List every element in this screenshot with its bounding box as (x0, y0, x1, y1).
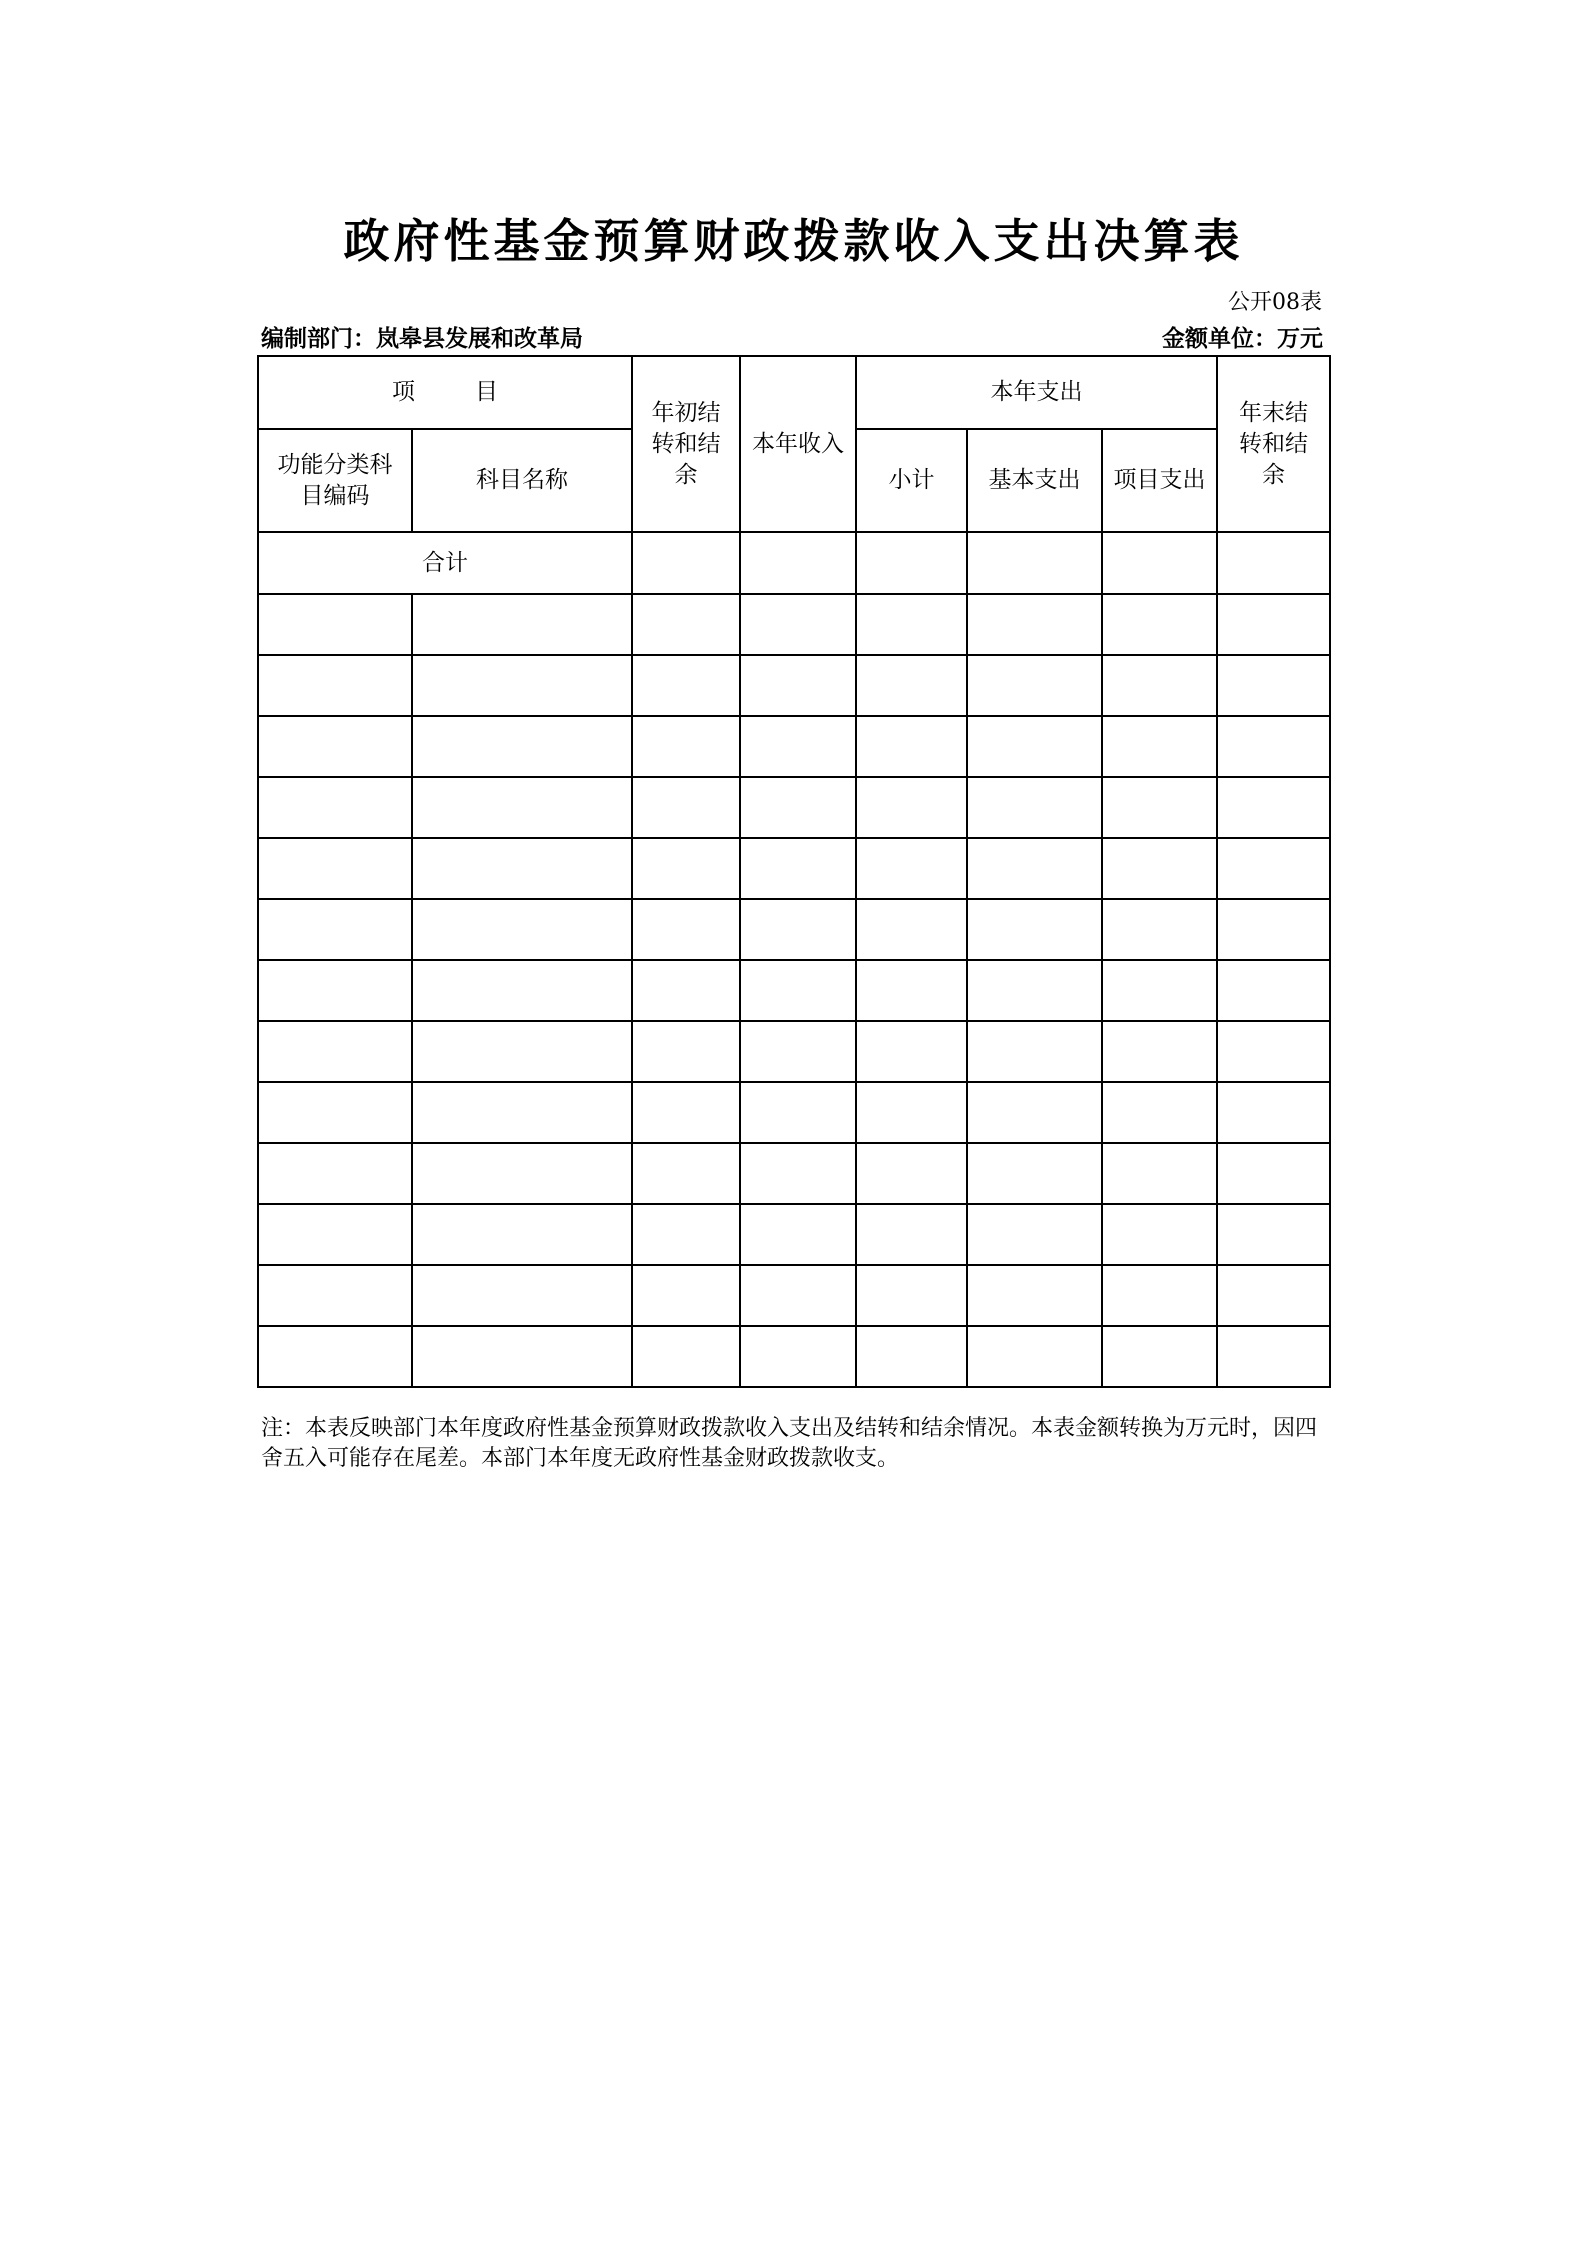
table-cell (1217, 594, 1330, 655)
table-cell (1217, 960, 1330, 1021)
table-cell (856, 1326, 967, 1387)
table-cell (412, 838, 632, 899)
table-cell (1217, 1265, 1330, 1326)
amount-unit-label: 金额单位：万元 (1162, 325, 1323, 352)
table-cell (412, 655, 632, 716)
table-row (258, 1265, 1330, 1326)
table-cell (412, 594, 632, 655)
table-cell (740, 777, 856, 838)
table-cell (967, 1326, 1102, 1387)
table-cell (1102, 532, 1217, 594)
table-cell (740, 1265, 856, 1326)
table-row (258, 655, 1330, 716)
table-cell (1102, 1204, 1217, 1265)
table-cell (856, 594, 967, 655)
table-cell (967, 594, 1102, 655)
table-cell (1217, 655, 1330, 716)
table-cell (856, 899, 967, 960)
header-subtotal: 小计 (856, 429, 967, 532)
table-cell (967, 1082, 1102, 1143)
table-row (258, 716, 1330, 777)
table-cell (967, 655, 1102, 716)
table-cell (632, 1204, 740, 1265)
table-cell (632, 1082, 740, 1143)
table-cell (1102, 1326, 1217, 1387)
table-cell (967, 532, 1102, 594)
table-cell (856, 960, 967, 1021)
table-cell (258, 1021, 412, 1082)
table-cell (856, 716, 967, 777)
table-cell (1102, 1082, 1217, 1143)
table-cell (1217, 1143, 1330, 1204)
header-closing-balance: 年末结转和结余 (1217, 356, 1330, 532)
table-cell (412, 1021, 632, 1082)
table-cell (632, 594, 740, 655)
table-cell (967, 960, 1102, 1021)
table-cell (632, 1326, 740, 1387)
table-cell (967, 838, 1102, 899)
budget-table (257, 355, 1331, 1388)
table-cell (632, 960, 740, 1021)
table-cell (258, 655, 412, 716)
table-cell (258, 1204, 412, 1265)
table-row (258, 1021, 1330, 1082)
table-row (258, 1082, 1330, 1143)
table-cell (632, 1265, 740, 1326)
table-cell (1217, 838, 1330, 899)
table-cell (412, 1326, 632, 1387)
table-row (258, 777, 1330, 838)
table-cell (967, 1143, 1102, 1204)
table-cell (740, 838, 856, 899)
header-basic-expense: 基本支出 (967, 429, 1102, 532)
table-cell (740, 1204, 856, 1265)
table-row (258, 1143, 1330, 1204)
table-cell (258, 1265, 412, 1326)
table-cell (632, 1143, 740, 1204)
table-cell (1217, 1326, 1330, 1387)
table-cell (1102, 960, 1217, 1021)
table-cell (740, 899, 856, 960)
table-cell (1102, 1021, 1217, 1082)
table-cell (856, 1082, 967, 1143)
table-cell (856, 655, 967, 716)
total-row (258, 532, 1330, 594)
table-cell (1102, 655, 1217, 716)
table-cell (412, 1204, 632, 1265)
table-row (258, 1326, 1330, 1387)
table-cell (740, 1143, 856, 1204)
table-cell (1217, 532, 1330, 594)
table-cell (740, 594, 856, 655)
table-cell (258, 838, 412, 899)
table-cell (1102, 716, 1217, 777)
table-row (258, 960, 1330, 1021)
table-cell (258, 1082, 412, 1143)
table-cell (412, 716, 632, 777)
footnote: 注：本表反映部门本年度政府性基金预算财政拨款收入支出及结转和结余情况。本表金额转换为万元时，因四舍五入可能存在尾差。本部门本年度无政府性基金财政拨款收支。 (261, 1416, 1318, 1471)
table-cell (740, 1082, 856, 1143)
table-cell (740, 716, 856, 777)
table-cell (1217, 716, 1330, 777)
table-cell (856, 1265, 967, 1326)
table-cell (632, 838, 740, 899)
header-subject-name: 科目名称 (412, 429, 632, 532)
form-number: 公开08表 (1228, 290, 1322, 315)
department-label: 编制部门：岚皋县发展和改革局 (261, 325, 583, 352)
header-item: 项 目 (258, 356, 632, 429)
table-cell (967, 1265, 1102, 1326)
table-cell (856, 1143, 967, 1204)
table-cell (258, 899, 412, 960)
table-cell (258, 594, 412, 655)
table-cell (856, 1204, 967, 1265)
header-current-income: 本年收入 (740, 356, 856, 532)
header-project-expense: 项目支出 (1102, 429, 1217, 532)
table-cell (1102, 899, 1217, 960)
table-cell (1102, 1265, 1217, 1326)
table-cell (412, 1265, 632, 1326)
table-cell (967, 1204, 1102, 1265)
table-cell (1217, 1204, 1330, 1265)
table-cell (258, 716, 412, 777)
table-cell (967, 1021, 1102, 1082)
table-cell (412, 1082, 632, 1143)
table-cell (740, 1021, 856, 1082)
table-cell (258, 1326, 412, 1387)
table-cell (632, 532, 740, 594)
total-label: 合计 (258, 532, 632, 594)
table-cell (632, 655, 740, 716)
table-cell (1102, 838, 1217, 899)
table-cell (740, 532, 856, 594)
table-cell (740, 960, 856, 1021)
table-cell (1102, 777, 1217, 838)
header-func-code: 功能分类科目编码 (258, 429, 412, 532)
table-cell (1217, 1021, 1330, 1082)
table-cell (856, 1021, 967, 1082)
table-row (258, 594, 1330, 655)
table-cell (1217, 1082, 1330, 1143)
table-cell (412, 777, 632, 838)
table-cell (856, 838, 967, 899)
table-cell (967, 716, 1102, 777)
table-cell (412, 960, 632, 1021)
table-cell (632, 899, 740, 960)
table-cell (1102, 1143, 1217, 1204)
table-header-row (258, 356, 1330, 429)
header-current-expense: 本年支出 (856, 356, 1217, 429)
table-cell (258, 777, 412, 838)
table-cell (1102, 594, 1217, 655)
table-cell (740, 655, 856, 716)
table-cell (632, 716, 740, 777)
table-cell (967, 899, 1102, 960)
table-cell (1217, 777, 1330, 838)
table-cell (1217, 899, 1330, 960)
table-cell (632, 777, 740, 838)
table-cell (412, 1143, 632, 1204)
table-cell (412, 899, 632, 960)
table-cell (258, 1143, 412, 1204)
table-row (258, 1204, 1330, 1265)
table-cell (967, 777, 1102, 838)
table-cell (856, 532, 967, 594)
table-cell (258, 960, 412, 1021)
table-row (258, 838, 1330, 899)
table-row (258, 899, 1330, 960)
page-title: 政府性基金预算财政拨款收入支出决算表 (343, 214, 1244, 268)
table-cell (632, 1021, 740, 1082)
header-opening-balance: 年初结转和结余 (632, 356, 740, 532)
table-cell (740, 1326, 856, 1387)
table-cell (856, 777, 967, 838)
